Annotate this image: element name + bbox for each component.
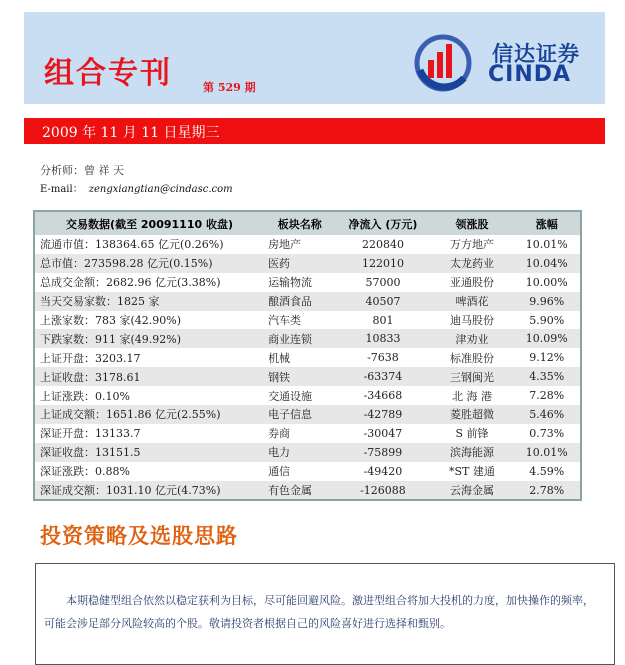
- logo-chinese-text: 信达证券: [492, 42, 580, 66]
- leading-stock-cell: 菱胜超微: [430, 405, 513, 424]
- sector-name-cell: 机械: [264, 348, 335, 367]
- table-row: [34, 292, 581, 311]
- sector-name-cell: 酿酒食品: [264, 292, 335, 311]
- net-inflow-cell: 122010: [336, 254, 431, 273]
- sector-name-cell: 通信: [264, 462, 335, 481]
- table-row: [34, 235, 581, 254]
- table-row: [34, 386, 581, 405]
- leading-stock-cell: 万方地产: [430, 235, 513, 254]
- table-row: [34, 481, 581, 501]
- sector-name-cell: 有色金属: [264, 481, 335, 501]
- table-row: [34, 329, 581, 348]
- trade-data-cell: 深证收盘：13151.5: [34, 443, 264, 462]
- gain-cell: 0.73%: [514, 424, 581, 443]
- trade-data-cell: 总成交金额：2682.96 亿元(3.38%): [34, 273, 264, 292]
- gain-cell: 7.28%: [514, 386, 581, 405]
- table-row: [34, 367, 581, 386]
- gain-cell: 5.46%: [514, 405, 581, 424]
- gain-cell: 4.59%: [514, 462, 581, 481]
- column-header: 净流入 (万元): [336, 211, 431, 235]
- net-inflow-cell: 10833: [336, 329, 431, 348]
- trade-data-cell: 上证收盘：3178.61: [34, 367, 264, 386]
- trade-data-cell: 下跌家数：911 家(49.92%): [34, 329, 264, 348]
- trade-data-cell: 上证涨跌：0.10%: [34, 386, 264, 405]
- column-header: 领涨股: [430, 211, 513, 235]
- sector-name-cell: 交通设施: [264, 386, 335, 405]
- email-address[interactable]: zengxiangtian@cindasc.com: [88, 184, 233, 195]
- sector-name-cell: 运输物流: [264, 273, 335, 292]
- table-row: [34, 273, 581, 292]
- column-header: 涨幅: [514, 211, 581, 235]
- leading-stock-cell: 云海金属: [430, 481, 513, 501]
- net-inflow-cell: -126088: [336, 481, 431, 501]
- leading-stock-cell: 北 海 港: [430, 386, 513, 405]
- sector-name-cell: 医药: [264, 254, 335, 273]
- gain-cell: 2.78%: [514, 481, 581, 501]
- net-inflow-cell: -75899: [336, 443, 431, 462]
- net-inflow-cell: -63374: [336, 367, 431, 386]
- table-header-row: [34, 211, 581, 235]
- leading-stock-cell: 滨海能源: [430, 443, 513, 462]
- gain-cell: 10.09%: [514, 329, 581, 348]
- leading-stock-cell: 三钢闽光: [430, 367, 513, 386]
- publication-date: 2009 年 11 月 11 日星期三: [42, 125, 220, 141]
- gain-cell: 10.04%: [514, 254, 581, 273]
- trade-data-cell: 深证开盘：13133.7: [34, 424, 264, 443]
- net-inflow-cell: -30047: [336, 424, 431, 443]
- leading-stock-cell: S 前锋: [430, 424, 513, 443]
- trade-data-cell: 上涨家数：783 家(42.90%): [34, 311, 264, 330]
- trade-data-cell: 上证成交额：1651.86 亿元(2.55%): [34, 405, 264, 424]
- net-inflow-cell: -7638: [336, 348, 431, 367]
- sector-name-cell: 电子信息: [264, 405, 335, 424]
- trade-data-cell: 总市值：273598.28 亿元(0.15%): [34, 254, 264, 273]
- net-inflow-cell: -42789: [336, 405, 431, 424]
- net-inflow-cell: -34668: [336, 386, 431, 405]
- logo-english-text: CINDA: [488, 62, 572, 87]
- net-inflow-cell: 57000: [336, 273, 431, 292]
- sector-name-cell: 电力: [264, 443, 335, 462]
- gain-cell: 4.35%: [514, 367, 581, 386]
- table-row: [34, 443, 581, 462]
- leading-stock-cell: 太龙药业: [430, 254, 513, 273]
- email-label: E-mail：: [40, 184, 83, 195]
- gain-cell: 10.01%: [514, 443, 581, 462]
- trade-data-cell: 深证涨跌：0.88%: [34, 462, 264, 481]
- gain-cell: 9.12%: [514, 348, 581, 367]
- leading-stock-cell: 啤酒花: [430, 292, 513, 311]
- gain-cell: 9.96%: [514, 292, 581, 311]
- publication-title: 组合专刊: [44, 56, 172, 91]
- table-row: [34, 462, 581, 481]
- leading-stock-cell: 津劝业: [430, 329, 513, 348]
- gain-cell: 10.01%: [514, 235, 581, 254]
- leading-stock-cell: 亚通股份: [430, 273, 513, 292]
- net-inflow-cell: 220840: [336, 235, 431, 254]
- section-title: 投资策略及选股思路: [40, 524, 238, 548]
- sector-name-cell: 券商: [264, 424, 335, 443]
- leading-stock-cell: *ST 建通: [430, 462, 513, 481]
- column-header: 交易数据(截至 20091110 收盘): [34, 211, 264, 235]
- trade-data-cell: 当天交易家数：1825 家: [34, 292, 264, 311]
- leading-stock-cell: 标准股份: [430, 348, 513, 367]
- sector-name-cell: 汽车类: [264, 311, 335, 330]
- analyst-name: 分析师：曾 祥 天: [40, 164, 124, 177]
- trade-data-cell: 深证成交额：1031.10 亿元(4.73%): [34, 481, 264, 501]
- table-row: [34, 254, 581, 273]
- sector-name-cell: 钢铁: [264, 367, 335, 386]
- leading-stock-cell: 迪马股份: [430, 311, 513, 330]
- net-inflow-cell: 801: [336, 311, 431, 330]
- table-row: [34, 405, 581, 424]
- sector-name-cell: 商业连锁: [264, 329, 335, 348]
- table-body: [34, 235, 581, 500]
- trade-data-cell: 流通市值：138364.65 亿元(0.26%): [34, 235, 264, 254]
- trade-data-cell: 上证开盘：3203.17: [34, 348, 264, 367]
- sector-name-cell: 房地产: [264, 235, 335, 254]
- gain-cell: 10.00%: [514, 273, 581, 292]
- column-header: 板块名称: [264, 211, 335, 235]
- gain-cell: 5.90%: [514, 311, 581, 330]
- net-inflow-cell: 40507: [336, 292, 431, 311]
- market-data-table: [33, 210, 582, 501]
- strategy-paragraph: 本期稳健型组合依然以稳定获利为目标，尽可能回避风险。激进型组合将加大投机的力度，加快操作的频率，可能会涉足部分风险较高的个股。敬请投资者根据自己的风险喜好进行选择和甄别。: [44, 594, 594, 630]
- net-inflow-cell: -49420: [336, 462, 431, 481]
- table-row: [34, 311, 581, 330]
- table-row: [34, 424, 581, 443]
- analyst-email-line: [40, 180, 233, 195]
- table-row: [34, 348, 581, 367]
- issue-number: 第 529 期: [203, 81, 256, 94]
